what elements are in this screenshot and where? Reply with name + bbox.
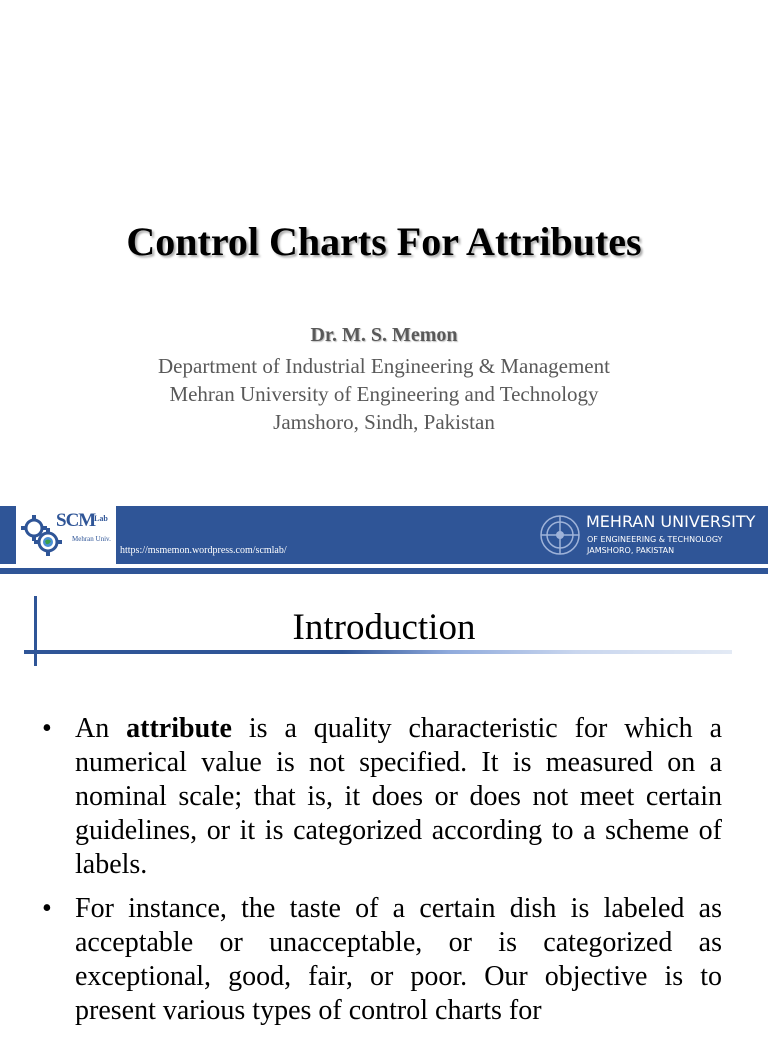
scm-logo-text: SCM [56,510,96,531]
slide-title: Control Charts For Attributes [126,219,642,264]
bullet-item [42,712,722,882]
title-underline [24,650,732,654]
lab-url-link[interactable]: https://msmemon.wordpress.com/scmlab/ [120,545,287,556]
banner-divider [0,568,768,574]
bullet-keyword: attribute [126,713,232,744]
bullet-text: For instance, the taste of a certain dish is labeled as acceptable or unacceptable, or is categorized as exceptional, good, fair, or poor. Our objective is to present various types of control charts for [75,893,722,1026]
section-title: Introduction [292,607,476,648]
bullet-text-body: is a quality characteristic for which a numerical value is not specified. It is measured on a nominal scale; that is, it does or does not meet certain guidelines, or it is categorized according to a scheme of labels. [75,713,722,880]
mehran-university-emblem-icon [537,508,583,562]
scm-logo-subtext: Mehran Univ. [72,535,111,543]
scm-lab-logo [16,506,116,564]
university-subtitle: OF ENGINEERING & TECHNOLOGY [587,535,723,544]
scm-logo-suffix: Lab [94,514,108,523]
bullet-text-prefix: An [75,713,127,744]
university-name: MEHRAN UNIVERSITY [586,512,756,531]
affiliation-university: Mehran University of Engineering and Technology [169,382,599,406]
bullet-symbol: • [42,893,52,924]
affiliation-department: Department of Industrial Engineering & Management [158,354,610,378]
bullet-item [42,892,722,1028]
author-name: Dr. M. S. Memon [310,324,458,346]
affiliation-location: Jamshoro, Sindh, Pakistan [273,410,495,434]
university-location: JAMSHORO, PAKISTAN [587,546,675,555]
bullet-symbol: • [42,713,52,744]
bullet-list [42,712,722,1038]
